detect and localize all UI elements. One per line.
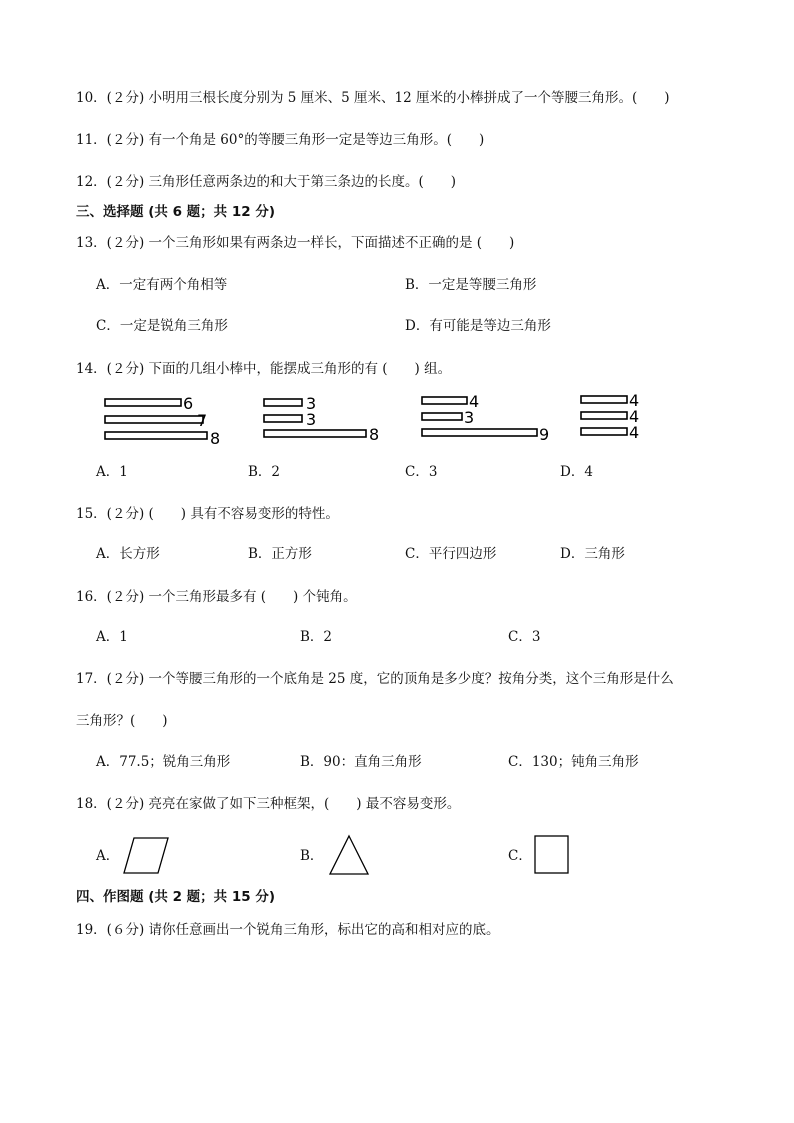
rectangle-frame [534, 835, 570, 875]
q13-option-b: B．一定是等腰三角形 [405, 277, 537, 293]
stick-group-3 [419, 392, 559, 446]
q18-option-c: C． [508, 848, 532, 864]
section-heading-drawing: 四、作图题 (共 2 题；共 15 分) [76, 889, 276, 905]
q14-option-a: A．1 [96, 464, 128, 480]
q14-option-b: B．2 [248, 464, 281, 480]
stick-group-1 [104, 394, 229, 446]
stick-label-4-3: 4 [629, 423, 640, 442]
q14-option-c: C．3 [405, 464, 438, 480]
q15-option-c: C．平行四边形 [405, 546, 497, 562]
q15-option-b: B．正方形 [248, 546, 312, 562]
q17-option-c: C．130；钝角三角形 [508, 754, 639, 770]
section-heading-choice: 三、选择题 (共 6 题；共 12 分) [76, 204, 276, 220]
q13-option-d: D．有可能是等边三角形 [405, 318, 551, 334]
stick-label-4-2: 4 [629, 407, 640, 426]
question-14: 14．(２分) 下面的几组小棒中，能摆成三角形的有 ( ) 组。 [76, 361, 452, 377]
q15-option-d: D．三角形 [560, 546, 625, 562]
stick-label-1-3: 8 [210, 429, 221, 446]
question-11: 11．(２分) 有一个角是 60°的等腰三角形一定是等边三角形。( ) [76, 132, 485, 148]
stick-group-4 [578, 392, 658, 446]
triangle-frame [328, 834, 370, 876]
q16-option-b: B．2 [300, 629, 333, 645]
q16-option-a: A．1 [96, 629, 128, 645]
question-17-line-1: 17．(２分) 一个等腰三角形的一个底角是 25 度，它的顶角是多少度？按角分类，这个三角形是什么 [76, 671, 674, 687]
stick-label-1-1: 6 [183, 394, 194, 413]
q13-option-c: C．一定是锐角三角形 [96, 318, 228, 334]
q15-option-a: A．长方形 [96, 546, 160, 562]
question-19: 19．(６分) 请你任意画出一个锐角三角形，标出它的高和相对应的底。 [76, 922, 500, 938]
stick-label-3-1: 4 [469, 392, 480, 411]
stick-label-4-1: 4 [629, 392, 640, 410]
q14-option-d: D．4 [560, 464, 593, 480]
q17-option-a: A．77.5；锐角三角形 [96, 754, 231, 770]
question-12: 12．(２分) 三角形任意两条边的和大于第三条边的长度。( ) [76, 174, 457, 190]
stick-label-2-3: 8 [369, 425, 380, 444]
q18-option-b: B． [300, 848, 324, 864]
q17-option-b: B．90：直角三角形 [300, 754, 422, 770]
question-13: 13．(２分) 一个三角形如果有两条边一样长，下面描述不正确的是 ( ) [76, 235, 515, 251]
q13-option-a: A．一定有两个角相等 [96, 277, 228, 293]
question-16: 16．(２分) 一个三角形最多有 ( ) 个钝角。 [76, 589, 357, 605]
question-10: 10．(２分) 小明用三根长度分别为 5 厘米、5 厘米、12 厘米的小棒拼成了一个等腰三角形。( ) [76, 90, 670, 106]
parallelogram-frame [122, 836, 172, 876]
q16-option-c: C．3 [508, 629, 541, 645]
stick-label-2-2: 3 [306, 410, 317, 429]
stick-label-3-3: 9 [539, 425, 550, 444]
stick-label-1-2: 7 [197, 411, 208, 430]
question-15: 15．(２分) ( ) 具有不容易变形的特性。 [76, 506, 339, 522]
question-17-line-2: 三角形？( ) [76, 713, 168, 729]
question-18: 18．(２分) 亮亮在家做了如下三种框架，( ) 最不容易变形。 [76, 796, 461, 812]
stick-label-3-2: 3 [464, 408, 475, 427]
stick-label-2-1: 3 [306, 394, 317, 413]
q18-option-a: A． [96, 848, 120, 864]
stick-group-2 [262, 394, 387, 446]
